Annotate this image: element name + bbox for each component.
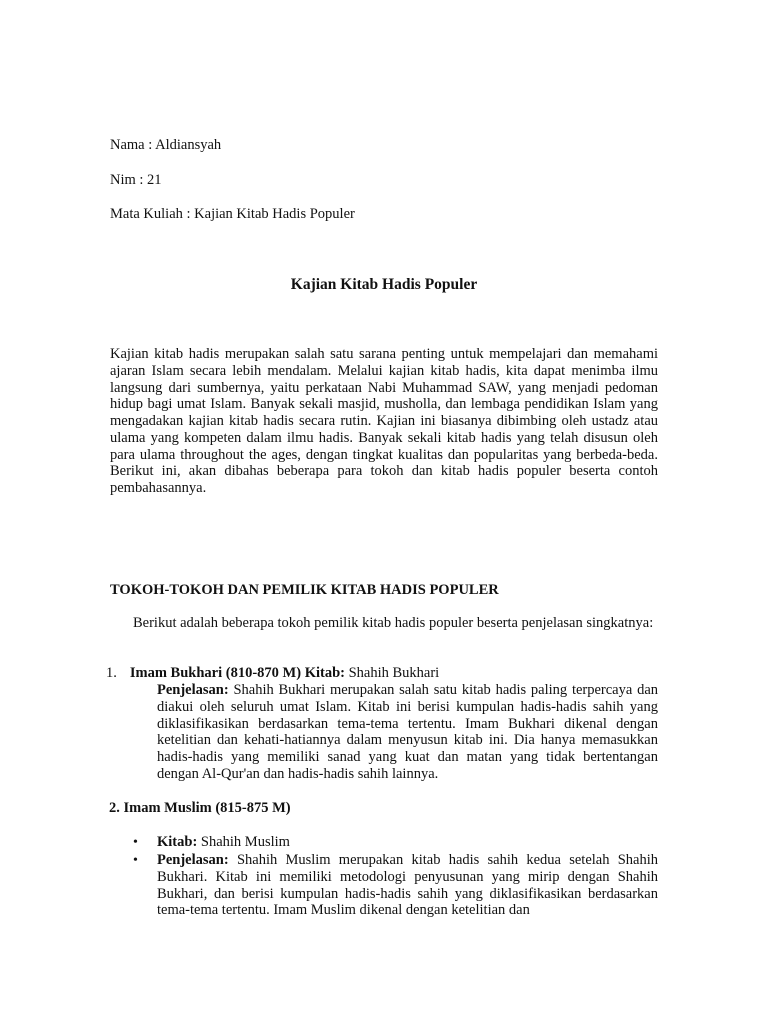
bullet-icon: • xyxy=(133,835,138,850)
penjelasan-text: Shahih Muslim merupakan kitab hadis sahih kedua setelah Shahih Bukhari. Kitab ini memiliki metodologi penyusunan yang mirip dengan Shahih Bukhari, dan berisi kumpulan hadis-hadis sahih yang diklasifikasikan berdasarkan tema-tema tertentu. Imam Muslim dikenal dengan ketelitian dan xyxy=(157,852,659,919)
student-name: Nama : Aldiansyah xyxy=(110,137,222,153)
bullet-icon: • xyxy=(133,853,138,868)
student-nim: Nim : 21 xyxy=(110,172,162,188)
list-item-1-explanation xyxy=(157,682,658,783)
tokoh-name: Imam Bukhari (810-870 M) xyxy=(129,665,302,681)
intro-paragraph: Kajian kitab hadis merupakan salah satu sarana penting untuk mempelajari dan memahami ajaran Islam secara lebih mendalam. Melalui kajian kitab hadis, kita dapat menimba ilmu langsung dari sumbernya, yaitu perkataan Nabi Muhammad SAW, yang menjadi pedoman hidup bagi umat Islam. Banyak sekali masjid, musholla, dan lembaga pendidikan Islam yang mengadakan kajian kitab hadis secara rutin. Kajian ini biasanya dibimbing oleh ustadz atau ulama yang kompeten dalam ilmu hadis. Banyak sekali kitab hadis yang telah disusun oleh para ulama throughout the ages, dengan tingkat kualitas dan popularitas yang berbeda-beda. Berikut ini, akan dibahas beberapa para tokoh dan kitab hadis populer beserta contoh pembahasannya. xyxy=(110,346,658,496)
penjelasan-text: Shahih Bukhari merupakan salah satu kitab hadis paling terpercaya dan diakui oleh seluruh umat Islam. Kitab ini berisi kumpulan hadis-hadis sahih yang diklasifikasikan berdasarkan tema-tema tertentu. Imam Bukhari dikenal dengan ketelitian dan kehati-hatiannya dalam menyusun kitab ini. Dia hanya memasukkan hadis-hadis yang memiliki sanad yang kuat dan matan yang tidak bertentangan dengan Al-Qur'an dan hadis-hadis sahih lainnya. xyxy=(157,682,659,782)
section-intro: Berikut adalah beberapa tokoh pemilik kitab hadis populer beserta penjelasan singkatnya: xyxy=(133,615,654,631)
kitab-value: Shahih Muslim xyxy=(200,834,290,850)
list-item-1-heading xyxy=(106,665,439,682)
penjelasan-label: Penjelasan: xyxy=(157,852,229,868)
list-number: 1. xyxy=(106,665,117,681)
penjelasan-label: Penjelasan: xyxy=(157,682,229,698)
list-item-2-kitab xyxy=(157,834,290,851)
list-item-2-explanation xyxy=(157,852,658,919)
kitab-label: Kitab: xyxy=(304,665,345,681)
kitab-value: Shahih Bukhari xyxy=(348,665,440,681)
document-title: Kajian Kitab Hadis Populer xyxy=(290,276,478,293)
list-item-2-heading: 2. Imam Muslim (815-875 M) xyxy=(109,800,291,816)
section-heading: TOKOH-TOKOH DAN PEMILIK KITAB HADIS POPULER xyxy=(110,582,499,598)
course-name: Mata Kuliah : Kajian Kitab Hadis Populer xyxy=(110,206,355,222)
kitab-label: Kitab: xyxy=(157,834,198,850)
